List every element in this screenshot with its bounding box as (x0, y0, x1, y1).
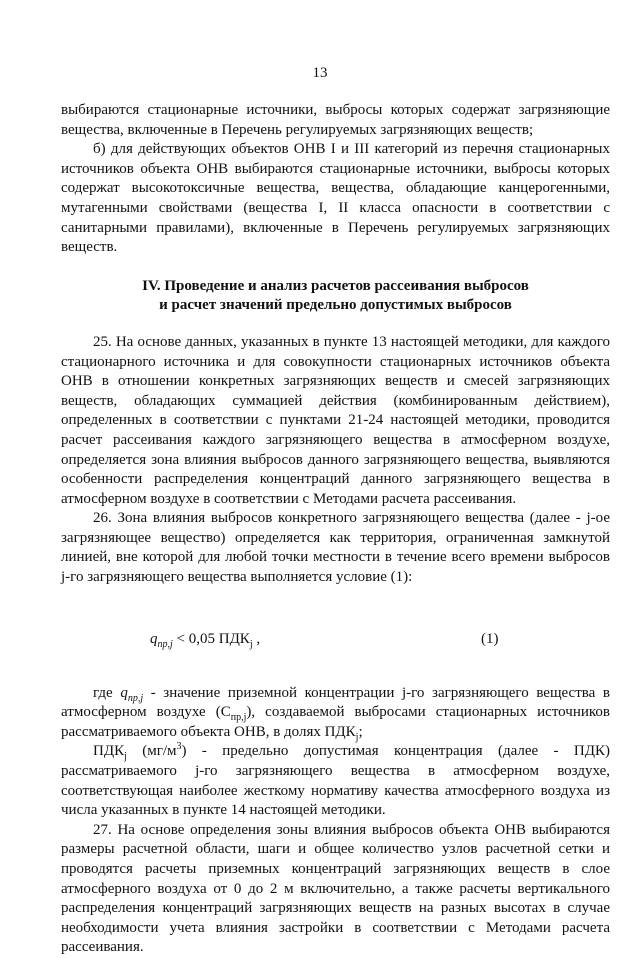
section-heading (61, 277, 610, 316)
where-q-subscript: пр,j (127, 692, 144, 704)
section-heading-line1: IV. Проведение и анализ расчетов рассеивания выбросов (142, 277, 529, 294)
where-pdk-subscript: j (355, 731, 359, 743)
formula-expression (150, 630, 260, 650)
where-text-1: - значение приземной концентрации j-го загрязняющего вещества в атмосферном воздухе (С (61, 684, 610, 721)
formula-number: (1) (481, 630, 499, 647)
page-number: 13 (312, 65, 328, 81)
section-heading-line2: и расчет значений предельно допустимых выбросов (159, 297, 512, 314)
pdk-unit-open: (мг/м (126, 743, 177, 760)
paragraph-pdk-definition (61, 742, 610, 820)
formula-pdk-subscript: j (249, 638, 253, 650)
formula-1 (61, 630, 610, 650)
paragraph-27: 27. На основе определения зоны влияния выбросов объекта ОНВ выбираются размеры расчетной области, шаги и общее количество узлов расчетной сетки и проводятся расчеты приземных концентраций загрязняющих веществ в слое атмосферного воздуха от 0 до 2 м включительно, а также расчеты вертикального распределения концентраций загрязняющих веществ на разных высотах в случае необходимости учета влияния застройки в соответствии с Методами расчета рассеивания. (61, 821, 610, 956)
where-c-subscript: пр,j (230, 712, 247, 724)
where-q: q (120, 684, 128, 701)
where-lead: где (93, 684, 121, 701)
pdk-term-subscript: j (124, 751, 127, 763)
paragraph-item-b: б) для действующих объектов ОНВ I и III категорий из перечня стационарных источников объекта ОНВ выбираются стационарные источники, выбросы которых содержат высокотоксичные вещества, вещества, обладающие канцерогенными, мутагенными свойствами (вещества I, II класса опасности в соответствии с санитарными правилами), включенные в Перечень регулируемых загрязняющих веществ. (61, 141, 610, 256)
pdk-definition-text: ) - предельно допустимая концентрация (далее - ПДК) рассматриваемого j-го загрязняющего вещества в атмосферном воздухе, соответствующая наиболее жесткому нормативу качества атмосферного воздуха из числа указанных в пункте 14 настоящей методики. (61, 743, 610, 819)
pdk-unit-superscript: 3 (176, 741, 182, 753)
paragraph-continuation: выбираются стационарные источники, выбросы которых содержат загрязняющие вещества, включенные в Перечень регулируемых загрязняющих веществ; (61, 102, 610, 138)
document-body (61, 101, 610, 958)
paragraph-25: 25. На основе данных, указанных в пункте 13 настоящей методики, для каждого стационарного источника и для совокупности стационарных источников объекта ОНВ в отношении конкретных загрязняющих веществ и смесей загрязняющих веществ, обладающих суммацией действия (комбинированным действием), определенных в соответствии с пунктами 21-24 настоящей методики, проводится расчет рассеивания каждого загрязняющего вещества в атмосферном воздухе, определяется зона влияния выбросов данного загрязняющего вещества, выявляются особенности распределения концентраций данного загрязняющего вещества в атмосферном воздухе в соответствии с Методами расчета рассеивания. (61, 333, 610, 507)
paragraph-where (61, 684, 610, 743)
formula-operator: < 0,05 ПДК (172, 630, 250, 647)
paragraph-26: 26. Зона влияния выбросов конкретного загрязняющего вещества (далее - j-ое загрязняющее вещество) определяется как территория, ограниченная замкнутой линией, вне которой для любой точки местности в течение всего времени выбросов j-го загрязняющего вещества выполняется условие (1): (61, 510, 610, 586)
formula-q-subscript: пр,j (157, 638, 173, 650)
where-text-3: ; (358, 723, 363, 740)
pdk-term: ПДК (93, 743, 125, 760)
where-text-2: ), создаваемой выбросами стационарных источников рассматриваемого объекта ОНВ, в долях ПДК (61, 704, 610, 740)
formula-q: q (150, 630, 158, 647)
formula-tail: , (252, 630, 261, 647)
